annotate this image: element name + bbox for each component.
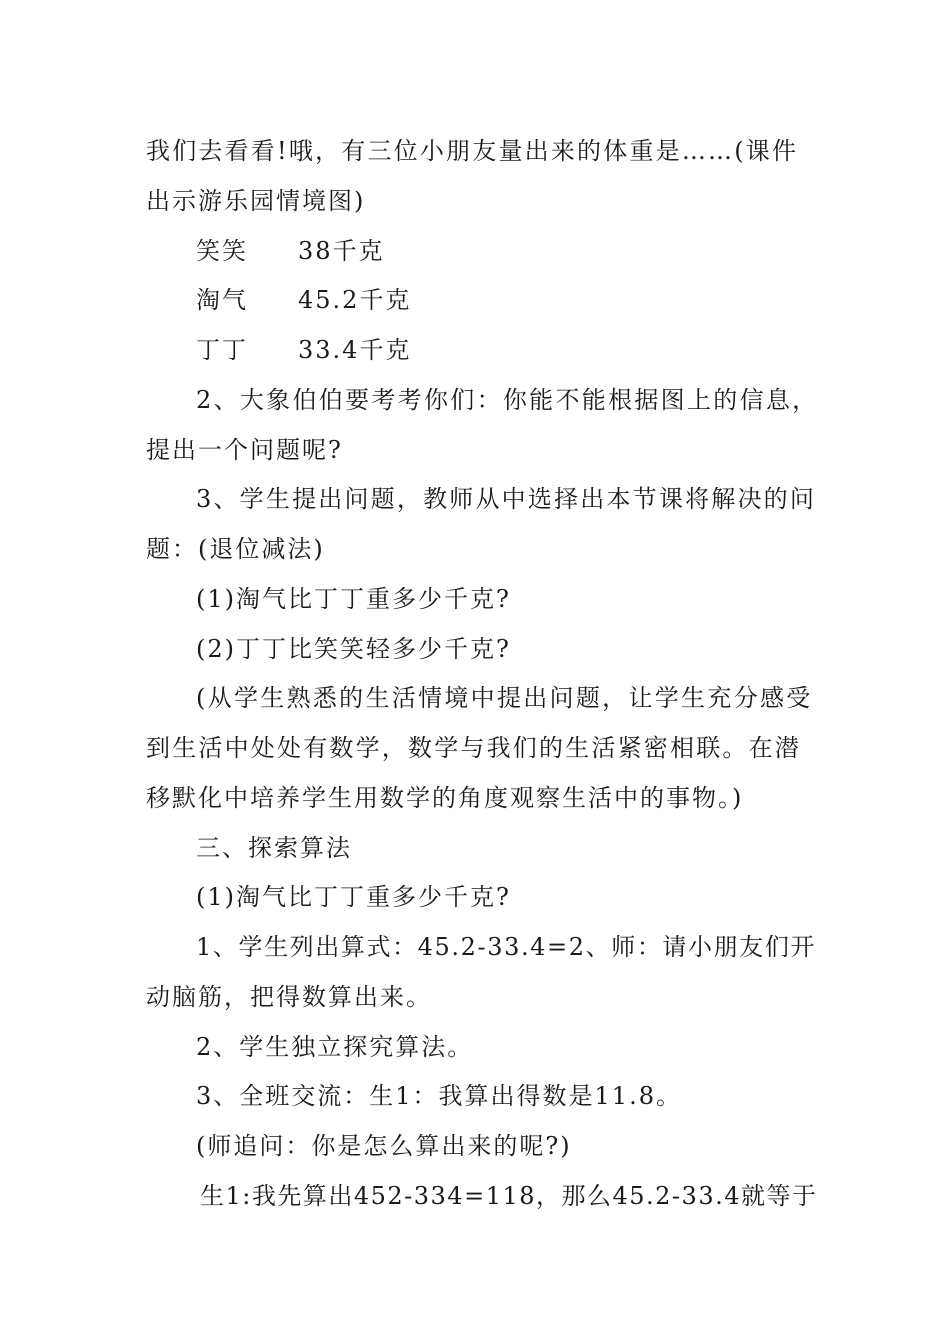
weight-row [196, 335, 411, 365]
child-weight: 45.2千克 [298, 286, 412, 314]
paragraph-line: 3、全班交流：生1：我算出得数是11.8。 [196, 1082, 682, 1110]
paragraph-line: 提出一个问题呢? [146, 436, 343, 464]
child-name: 淘气 [196, 286, 248, 314]
paragraph-line: 3、学生提出问题，教师从中选择出本节课将解决的问 [196, 485, 817, 513]
child-weight: 38千克 [298, 237, 385, 265]
paragraph-line: (师追问：你是怎么算出来的呢?) [196, 1132, 572, 1160]
paragraph-line: 生1:我先算出452-334=118，那么45.2-33.4就等于 [200, 1182, 818, 1210]
question-line: (1)淘气比丁丁重多少千克? [196, 883, 511, 911]
paragraph-line: 1、学生列出算式：45.2-33.4=2、师：请小朋友们开 [196, 933, 817, 961]
paragraph-line: 出示游乐园情境图) [146, 187, 366, 215]
child-name: 笑笑 [196, 237, 248, 265]
question-line: (1)淘气比丁丁重多少千克? [196, 585, 511, 613]
paragraph-line: 动脑筋，把得数算出来。 [146, 983, 432, 1011]
paragraph-line: 我们去看看!哦，有三位小朋友量出来的体重是……(课件 [146, 137, 799, 165]
child-name: 丁丁 [196, 336, 248, 364]
paragraph-line: 移默化中培养学生用数学的角度观察生活中的事物。) [146, 784, 744, 812]
question-line: (2)丁丁比笑笑轻多少千克? [196, 635, 511, 663]
paragraph-line: (从学生熟悉的生活情境中提出问题，让学生充分感受 [196, 684, 813, 712]
paragraph-line: 题：(退位减法) [146, 535, 325, 563]
weight-row [196, 285, 411, 315]
paragraph-line: 到生活中处处有数学，数学与我们的生活紧密相联。在潜 [146, 734, 801, 762]
weight-row [196, 236, 385, 266]
section-heading: 三、探索算法 [196, 834, 352, 862]
child-weight: 33.4千克 [298, 336, 412, 364]
paragraph-line: 2、学生独立探究算法。 [196, 1033, 474, 1061]
paragraph-line: 2、大象伯伯要考考你们：你能不能根据图上的信息， [196, 386, 819, 414]
